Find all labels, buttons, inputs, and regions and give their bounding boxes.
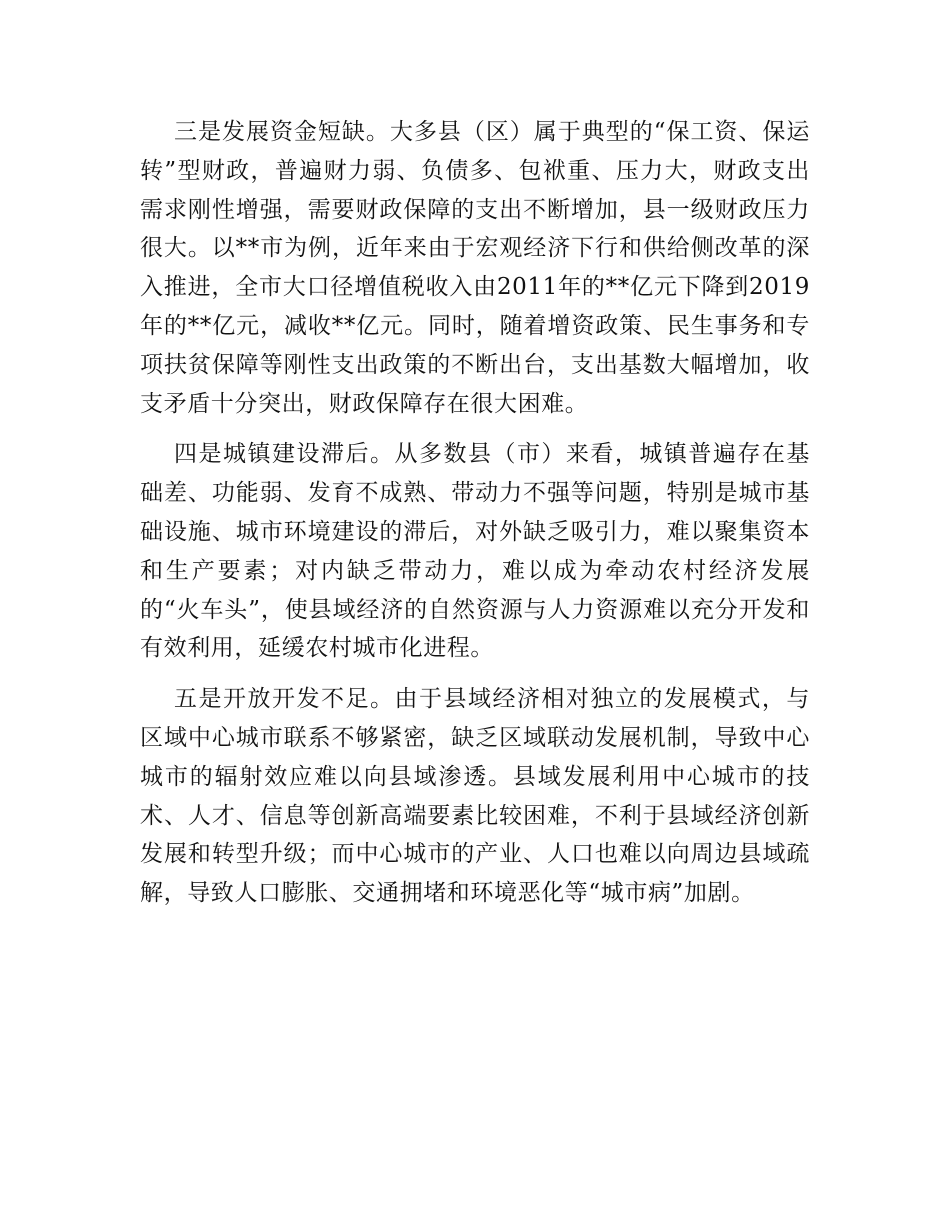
paragraph-opening-development: 五是开放开发不足。由于县域经济相对独立的发展模式，与区域中心城市联系不够紧密，缺乏区域联动发展机制，导致中心城市的辐射效应难以向县域渗透。县域发展利用中心城市的技术、人才、信息等创新高端要素比较困难，不利于县域经济创新发展和转型升级；而中心城市的产业、人口也难以向周边县域疏解，导致人口膨胀、交通拥堵和环境恶化等“城市病”加剧。 — [140, 686, 810, 907]
paragraph-urban-construction: 四是城镇建设滞后。从多数县（市）来看，城镇普遍存在基础差、功能弱、发育不成熟、带动力不强等问题，特别是城市基础设施、城市环境建设的滞后，对外缺乏吸引力，难以聚集资本和生产要素；对内缺乏带动力，难以成为牵动农村经济发展的“火车头”，使县域经济的自然资源与人力资源难以充分开发和有效利用，延缓农村城市化进程。 — [140, 441, 810, 662]
paragraph-funding-shortage: 三是发展资金短缺。大多县（区）属于典型的“保工资、保运转”型财政，普遍财力弱、负债多、包袱重、压力大，财政支出需求刚性增强，需要财政保障的支出不断增加，县一级财政压力很大。以**市为例，近年来由于宏观经济下行和供给侧改革的深入推进，全市大口径增值税收入由2011年的**亿元下降到2019年的**亿元，减收**亿元。同时，随着增资政策、民生事务和专项扶贫保障等刚性支出政策的不断出台，支出基数大幅增加，收支矛盾十分突出，财政保障存在很大困难。 — [140, 119, 810, 417]
document-body — [140, 113, 810, 925]
